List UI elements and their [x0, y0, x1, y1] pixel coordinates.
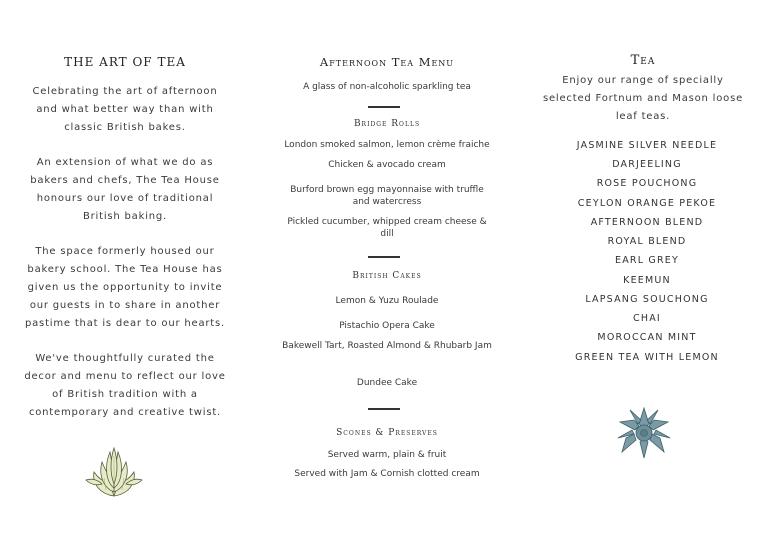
intro-paragraph-2: An extension of what we do as bakers and chefs, The Tea House honours our love of traditional British baking.: [30, 157, 220, 222]
tea-item: DARJEELING: [612, 159, 682, 170]
tea-item: JASMINE SILVER NEEDLE: [576, 140, 718, 151]
intro-paragraph-4: We've thoughtfully curated the decor and menu to reflect our love of British tradition with a contemporary and creative twist.: [24, 353, 226, 418]
tea-item: GREEN TEA WITH LEMON: [575, 352, 719, 363]
tea-item: KEEMUN: [623, 275, 671, 286]
tea-item: MOROCCAN MINT: [597, 332, 697, 343]
art-of-tea-title: THE ART OF TEA: [64, 55, 186, 69]
menu-item: London smoked salmon, lemon crème fraiche: [284, 140, 490, 150]
menu-item: Lemon & Yuzu Roulade: [335, 296, 439, 306]
menu-item: Bakewell Tart, Roasted Almond & Rhubarb Jam: [282, 341, 492, 351]
menu-item: Dundee Cake: [356, 378, 418, 388]
blue-flower-illustration-icon: [616, 406, 672, 460]
british-cakes-heading: British Cakes: [352, 271, 422, 281]
tea-item: ROYAL BLEND: [607, 236, 687, 247]
artichoke-illustration-icon: [84, 444, 144, 500]
scones-heading: Scones & Preserves: [336, 428, 438, 438]
menu-item: Pickled cucumber, whipped cream cheese & dill: [287, 217, 487, 239]
tea-item: CEYLON ORANGE PEKOE: [577, 198, 717, 209]
menu-title: Afternoon Tea Menu: [319, 55, 455, 69]
bridge-rolls-heading: Bridge Rolls: [353, 119, 421, 129]
menu-item: Served with Jam & Cornish clotted cream: [294, 469, 480, 479]
menu-item: Chicken & avocado cream: [328, 160, 446, 170]
tea-item: AFTERNOON BLEND: [590, 217, 704, 228]
tea-item: CHAI: [633, 313, 661, 324]
intro-paragraph-3: The space formerly housed our bakery school. The Tea House has given us the opportunity to invite our guests in to share in another pastime that is dear to our hearts.: [24, 246, 226, 329]
menu-item: Served warm, plain & fruit: [327, 450, 447, 460]
tea-item: LAPSANG SOUCHONG: [585, 294, 709, 305]
sparkling-tea-item: A glass of non-alcoholic sparkling tea: [303, 82, 471, 92]
menu-item: Pistachio Opera Cake: [339, 321, 435, 331]
section-divider: [368, 256, 400, 258]
tea-intro: Enjoy our range of specially selected Fortnum and Mason loose leaf teas.: [542, 75, 744, 122]
menu-item: Burford brown egg mayonnaise with truffle and watercress: [290, 185, 484, 207]
tea-item: EARL GREY: [615, 255, 679, 266]
tea-item: ROSE POUCHONG: [596, 178, 698, 189]
tea-title: Tea: [630, 53, 656, 68]
section-divider: [368, 106, 400, 108]
intro-paragraph-1: Celebrating the art of afternoon and what better way than with classic British bakes.: [32, 86, 218, 133]
section-divider: [368, 408, 400, 410]
